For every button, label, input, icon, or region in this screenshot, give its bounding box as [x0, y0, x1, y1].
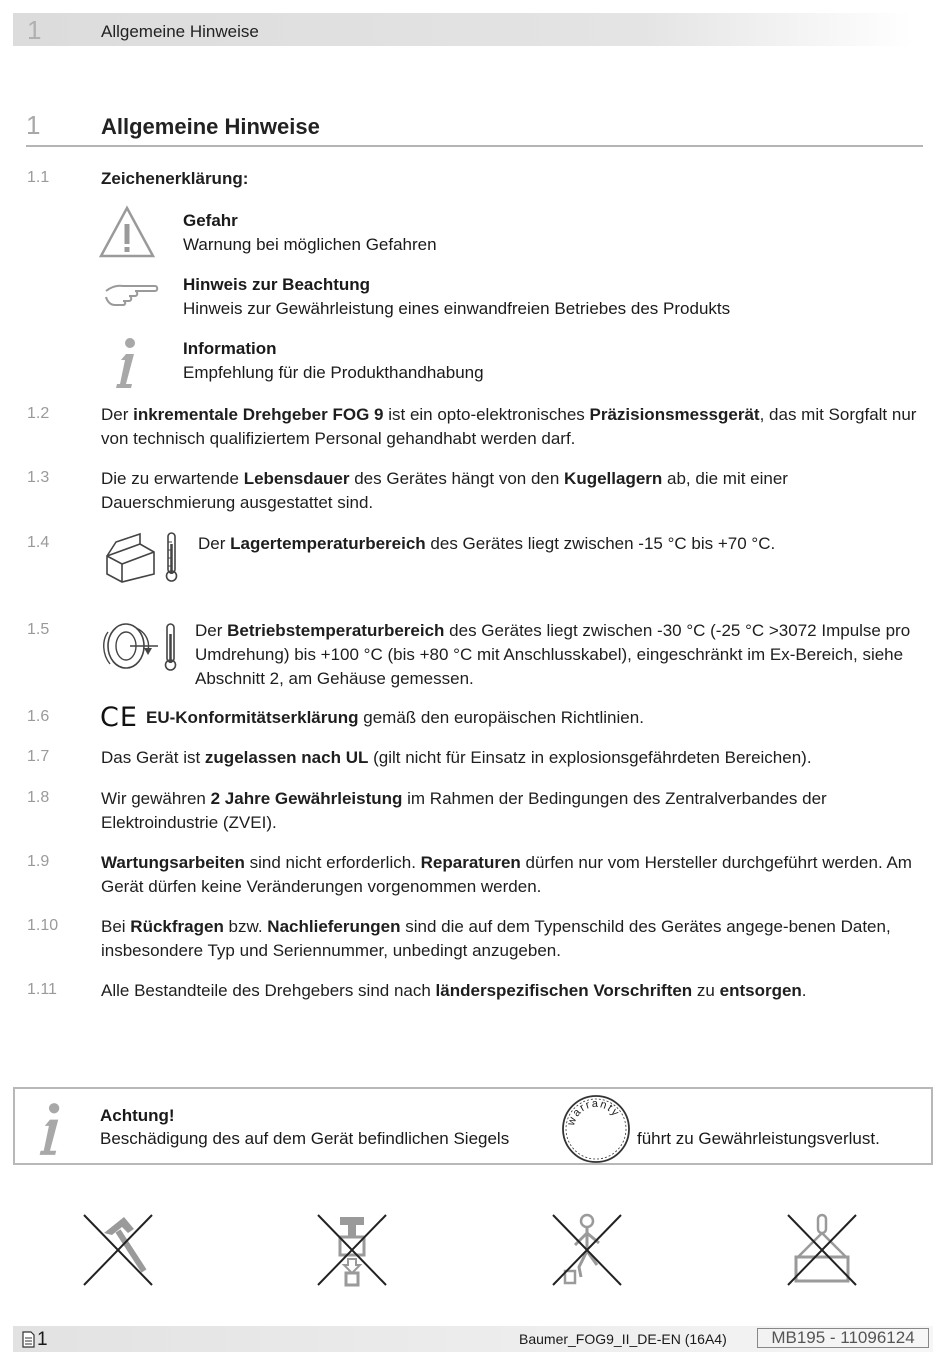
- no-stepping-icon: [551, 1213, 623, 1287]
- warning-triangle-icon: [98, 205, 156, 260]
- item-number-1-10: 1.10: [27, 917, 59, 934]
- svg-text:warranty: [565, 1098, 622, 1128]
- footer-page-number: 1: [37, 1329, 48, 1350]
- notice-text-after: führt zu Gewährleistungsverlust.: [637, 1129, 880, 1148]
- ce-mark-icon: CE: [100, 702, 138, 733]
- warranty-seal-icon: [560, 1093, 632, 1165]
- symbol-desc-info: Empfehlung für die Produkthandhabung: [183, 363, 484, 382]
- item-text-1-2: Der inkrementale Drehgeber FOG 9 ist ein opto-elektronisches Präzisionsmessgerät, das mit Sorgfalt nur von technisch qualifiziertem Personal gehandhabt werden darf.: [101, 405, 917, 448]
- no-hammer-icon: [82, 1213, 154, 1287]
- item-text-1-6: EU-Konformitätserklärung gemäß den europäischen Richtlinien.: [146, 708, 644, 727]
- section-title: Allgemeine Hinweise: [101, 114, 320, 139]
- footer-document-name: Baumer_FOG9_II_DE-EN (16A4): [519, 1331, 727, 1347]
- item-text-1-9: Wartungsarbeiten sind nicht erforderlich. Reparaturen dürfen nur vom Hersteller durchgeführt werden. Am Gerät dürfen keine Veränderungen vorgenommen werden.: [101, 853, 912, 896]
- item-text-1-11: Alle Bestandteile des Drehgebers sind nach länderspezifischen Vorschriften zu entsorgen.: [101, 981, 807, 1000]
- item-number-1-8: 1.8: [27, 789, 50, 806]
- item-number-1-9: 1.9: [27, 853, 50, 870]
- footer-document-code: MB195 - 11096124: [757, 1328, 929, 1348]
- item-title-1-1: Zeichenerklärung:: [101, 169, 249, 188]
- item-number-1-4: 1.4: [27, 534, 50, 551]
- item-number-1-6: 1.6: [27, 708, 50, 725]
- info-icon: [34, 1101, 68, 1157]
- item-number-1-7: 1.7: [27, 748, 50, 765]
- pointing-hand-icon: [103, 279, 159, 309]
- document-icon: [22, 1331, 35, 1348]
- item-text-1-3: Die zu erwartende Lebensdauer des Gerätes hängt von den Kugellagern ab, die mit einer Dauerschmierung ausgestattet sind.: [101, 469, 788, 512]
- symbol-title-info: Information: [183, 339, 277, 358]
- no-lifting-icon: [786, 1213, 858, 1287]
- info-icon: [112, 336, 142, 390]
- notice-text-before: Beschädigung des auf dem Gerät befindlichen Siegels: [100, 1129, 510, 1148]
- section-number: 1: [26, 110, 41, 140]
- section-divider: [26, 145, 923, 147]
- operating-encoder-thermometer-icon: [100, 618, 184, 676]
- seal-text: warranty: [565, 1097, 623, 1128]
- item-text-1-10: Bei Rückfragen bzw. Nachlieferungen sind die auf dem Typenschild des Gerätes angege-benen Daten, insbesondere Typ und Seriennummer, unbedingt anzugeben.: [101, 917, 891, 960]
- header-title: Allgemeine Hinweise: [101, 22, 259, 41]
- item-number-1-1: 1.1: [27, 169, 50, 186]
- item-text-1-4: Der Lagertemperaturbereich des Gerätes liegt zwischen -15 °C bis +70 °C.: [198, 534, 776, 553]
- item-text-1-7: Das Gerät ist zugelassen nach UL (gilt nicht für Einsatz in explosionsgefährdeten Bereichen).: [101, 748, 812, 767]
- notice-title: Achtung!: [100, 1106, 175, 1125]
- item-number-1-5: 1.5: [27, 621, 50, 638]
- item-text-1-8: Wir gewähren 2 Jahre Gewährleistung im Rahmen der Bedingungen des Zentralverbandes der Elektroindustrie (ZVEI).: [101, 789, 827, 832]
- item-text-1-5: Der Betriebstemperaturbereich des Gerätes liegt zwischen -30 °C (-25 °C >3072 Impulse pro Umdrehung) bis +100 °C (bis +80 °C mit Anschlusskabel), eingeschränkt im Ex-Bereich, siehe Abschnitt 2, am Gehäuse gemessen.: [195, 621, 911, 688]
- item-number-1-3: 1.3: [27, 469, 50, 486]
- no-weight-load-icon: [316, 1213, 388, 1287]
- symbol-desc-danger: Warnung bei möglichen Gefahren: [183, 235, 437, 254]
- symbol-title-danger: Gefahr: [183, 211, 238, 230]
- warranty-notice-box: [13, 1087, 933, 1165]
- storage-box-thermometer-icon: [102, 530, 186, 585]
- symbol-desc-note: Hinweis zur Gewährleistung eines einwandfreien Betriebes des Produkts: [183, 299, 731, 318]
- item-number-1-11: 1.11: [27, 981, 57, 998]
- header-chapter-number: 1: [27, 15, 42, 45]
- item-number-1-2: 1.2: [27, 405, 50, 422]
- symbol-title-note: Hinweis zur Beachtung: [183, 275, 371, 294]
